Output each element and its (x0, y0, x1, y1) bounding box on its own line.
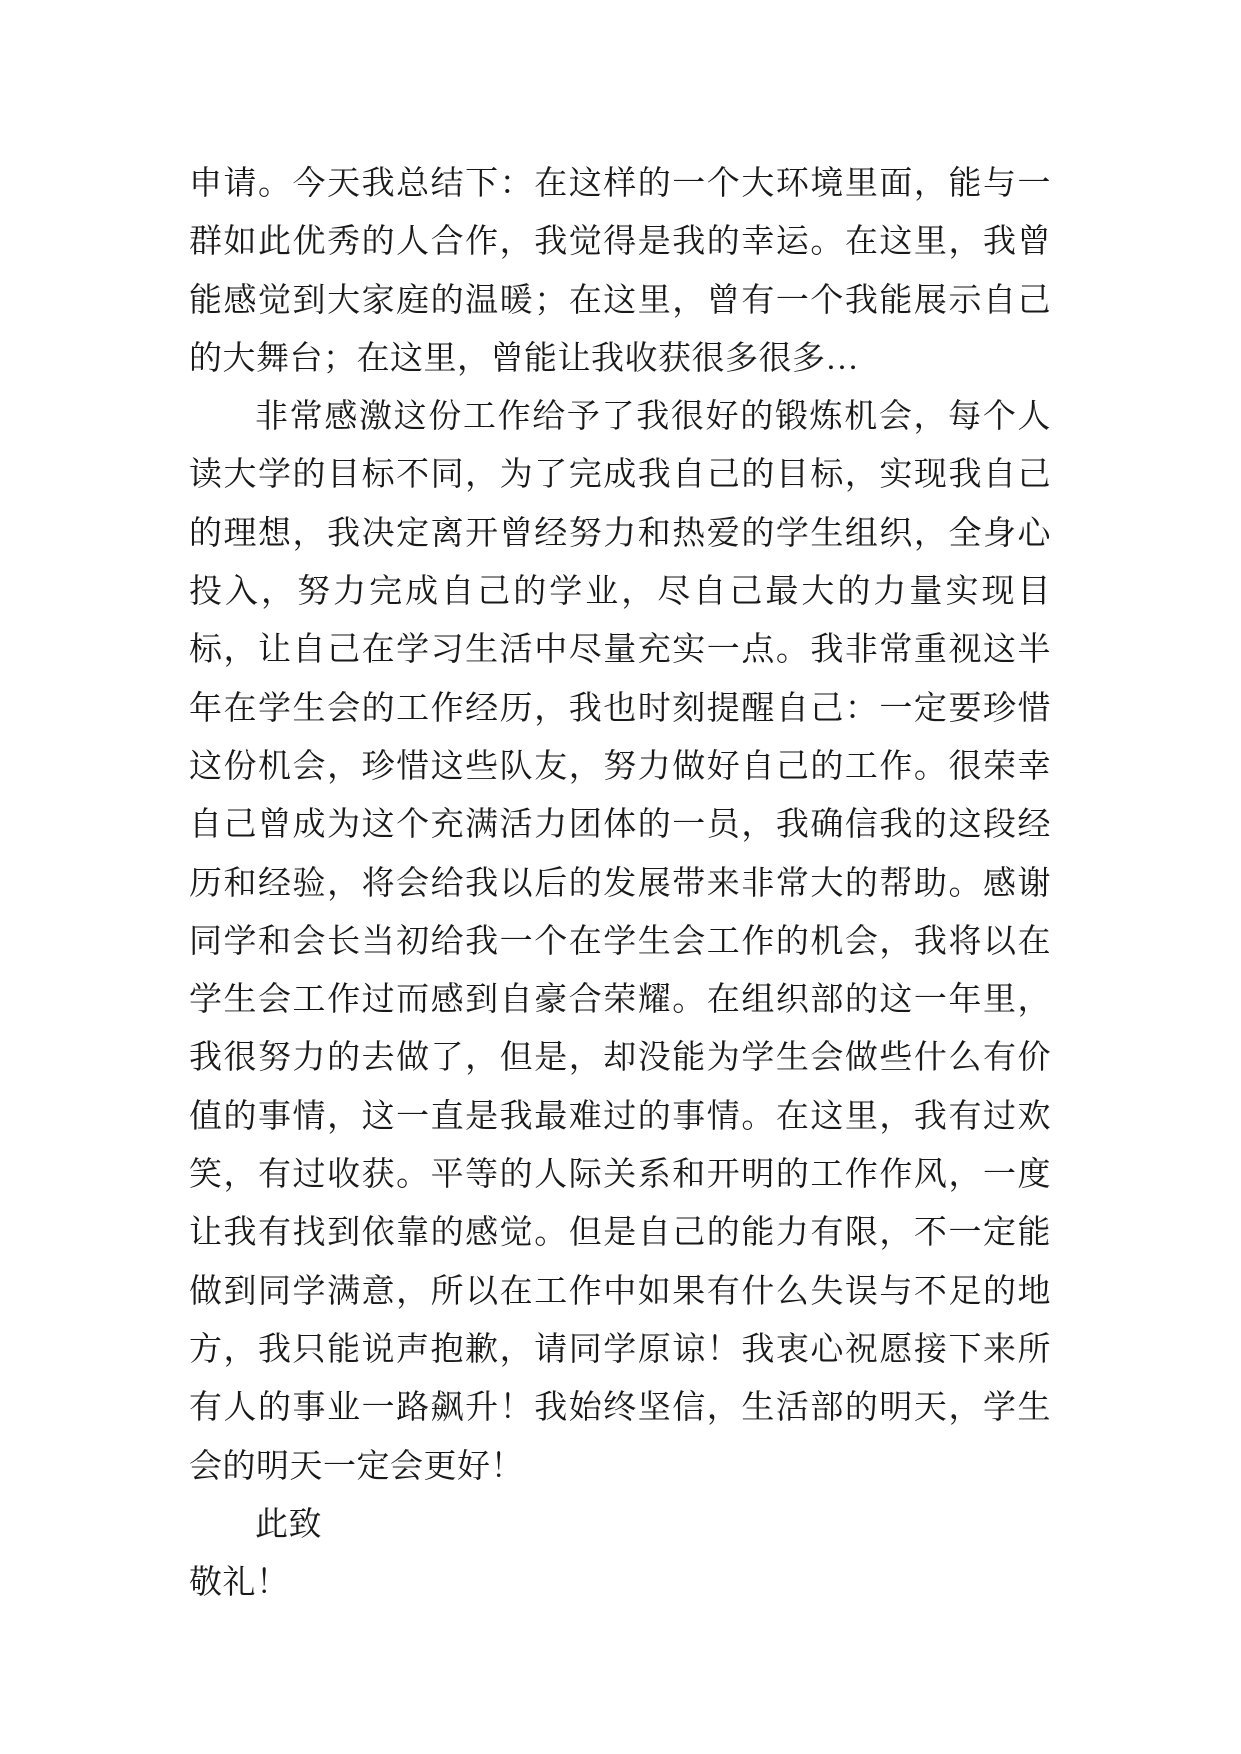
closing-jingli: 敬礼！ (189, 1565, 290, 1602)
paragraph-main: 非常感激这份工作给予了我很好的锻炼机会，每个人读大学的目标不同，为了完成我自己的目标，实现我自己的理想，我决定离开曾经努力和热爱的学生组织，全身心投入，努力完成自己的学业，尽自己最大的力量实现目标，让自己在学习生活中尽量充实一点。我非常重视这半年在学生会的工作经历，我也时刻提醒自己：一定要珍惜这份机会，珍惜这些队友，努力做好自己的工作。很荣幸自己曾成为这个充满活力团体的一员，我确信我的这段经历和经验，将会给我以后的发展带来非常大的帮助。感谢同学和会长当初给我一个在学生会工作的机会，我将以在学生会工作过而感到自豪合荣耀。在组织部的这一年里，我很努力的去做了，但是，却没能为学生会做些什么有价值的事情，这一直是我最难过的事情。在这里，我有过欢笑，有过收获。平等的人际关系和开明的工作作风，一度让我有找到依靠的感觉。但是自己的能力有限，不一定能做到同学满意，所以在工作中如果有什么失误与不足的地方，我只能说声抱歉，请同学原谅！我衷心祝愿接下来所有人的事业一路飙升！我始终坚信，生活部的明天，学生会的明天一定会更好！ (189, 399, 1051, 1485)
paragraph-continuation: 申请。今天我总结下：在这样的一个大环境里面，能与一群如此优秀的人合作，我觉得是我的幸运。在这里，我曾能感觉到大家庭的温暖；在这里，曾有一个我能展示自己的大舞台；在这里，曾能让我收获很多很多… (189, 166, 1051, 377)
closing-cizhi: 此致 (255, 1506, 322, 1543)
